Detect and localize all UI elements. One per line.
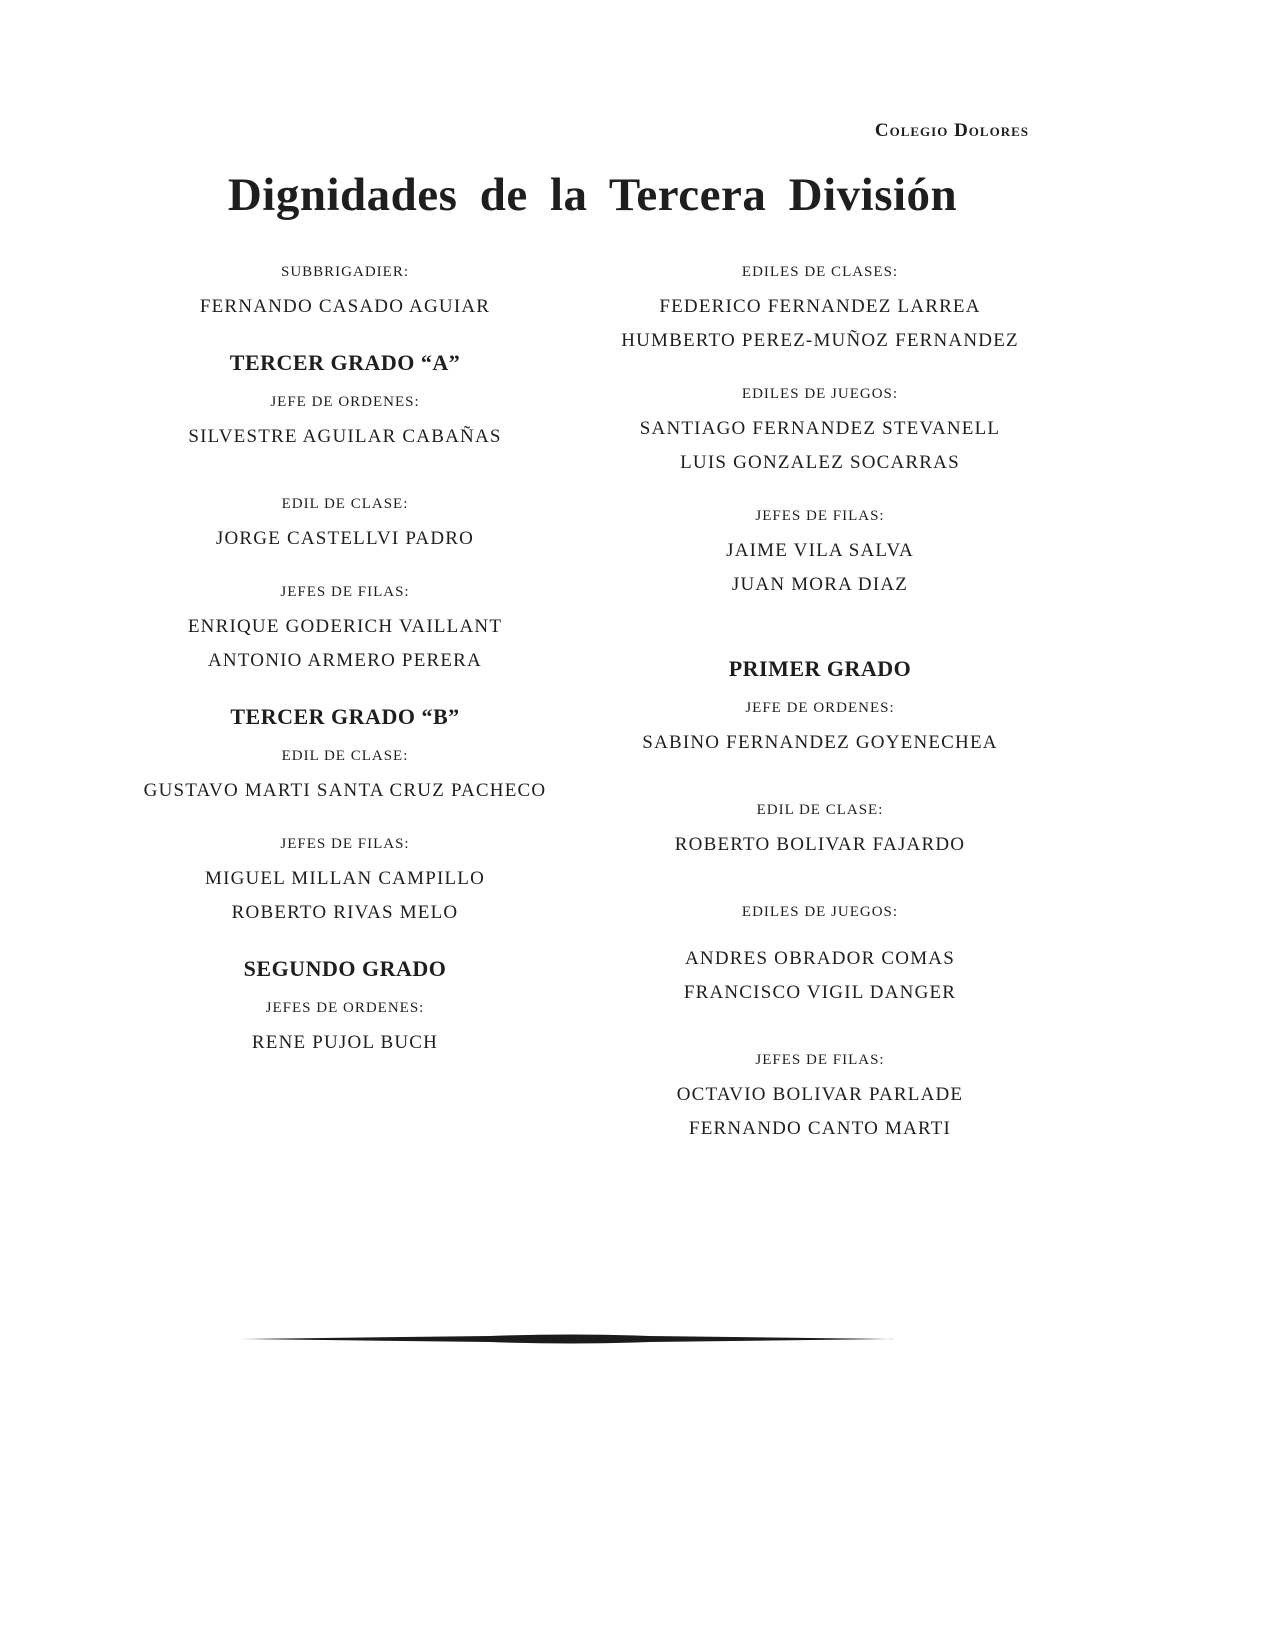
edil-juegos-name: SANTIAGO FERNANDEZ STEVANELL	[639, 418, 1001, 439]
tercer-grado-b-heading: TERCER GRADO “B”	[230, 704, 460, 729]
jefes-filas-label: JEFES DE FILAS:	[755, 508, 885, 524]
jefes-filas-label: JEFES DE FILAS:	[755, 1052, 885, 1068]
edil-clases-name: HUMBERTO PEREZ-MUÑOZ FERNANDEZ	[621, 330, 1019, 351]
jefe-fila-name: JUAN MORA DIAZ	[731, 574, 909, 595]
jefe-fila-name: FERNANDO CANTO MARTI	[688, 1118, 952, 1139]
jefes-filas-label: JEFES DE FILAS:	[280, 584, 410, 600]
jefe-fila-name: JAIME VILA SALVA	[726, 540, 914, 561]
subbrigadier-name: FERNANDO CASADO AGUIAR	[199, 296, 491, 317]
jefe-fila-name: MIGUEL MILLAN CAMPILLO	[204, 868, 486, 889]
edil-clase-label: EDIL DE CLASE:	[281, 496, 409, 512]
edil-clase-name: GUSTAVO MARTI SANTA CRUZ PACHECO	[143, 780, 547, 801]
ediles-juegos-label: EDILES DE JUEGOS:	[741, 386, 899, 402]
jefe-fila-name: OCTAVIO BOLIVAR PARLADE	[676, 1084, 964, 1105]
primer-grado-heading: PRIMER GRADO	[728, 656, 912, 681]
jefe-ordenes-label: JEFE DE ORDENES:	[270, 394, 420, 410]
edil-clases-name: FEDERICO FERNANDEZ LARREA	[659, 296, 981, 317]
jefe-ordenes-label: JEFE DE ORDENES:	[745, 700, 895, 716]
page-title: Dignidades de la Tercera División	[227, 169, 958, 221]
jefes-ordenes-label: JEFES DE ORDENES:	[265, 1000, 425, 1016]
jefes-ordenes-name: RENE PUJOL BUCH	[251, 1032, 439, 1053]
edil-clase-label: EDIL DE CLASE:	[281, 748, 409, 764]
jefe-ordenes-name: SILVESTRE AGUILAR CABAÑAS	[188, 426, 502, 447]
edil-clase-label: EDIL DE CLASE:	[756, 802, 884, 818]
ediles-juegos-label: EDILES DE JUEGOS:	[741, 904, 899, 920]
decorative-rule	[240, 1333, 895, 1345]
edil-juegos-name: LUIS GONZALEZ SOCARRAS	[680, 452, 960, 473]
jefe-ordenes-name: SABINO FERNANDEZ GOYENECHEA	[642, 732, 998, 753]
ediles-clases-label: EDILES DE CLASES:	[741, 264, 899, 280]
right-column	[600, 262, 1040, 1152]
edil-clase-name: ROBERTO BOLIVAR FAJARDO	[674, 834, 966, 855]
subbrigadier-label: SUBBRIGADIER:	[280, 264, 409, 280]
jefe-fila-name: ENRIQUE GODERICH VAILLANT	[187, 616, 503, 637]
jefe-fila-name: ANTONIO ARMERO PERERA	[208, 650, 482, 671]
running-header: Colegio Dolores	[874, 120, 1029, 141]
segundo-grado-heading: SEGUNDO GRADO	[243, 956, 447, 981]
tercer-grado-a-heading: TERCER GRADO “A”	[229, 350, 461, 375]
left-column	[120, 262, 570, 1066]
edil-juegos-name: FRANCISCO VIGIL DANGER	[683, 982, 957, 1003]
jefe-fila-name: ROBERTO RIVAS MELO	[231, 902, 459, 923]
jefes-filas-label: JEFES DE FILAS:	[280, 836, 410, 852]
edil-juegos-name: ANDRES OBRADOR COMAS	[685, 948, 955, 969]
edil-clase-name: JORGE CASTELLVI PADRO	[215, 528, 475, 549]
